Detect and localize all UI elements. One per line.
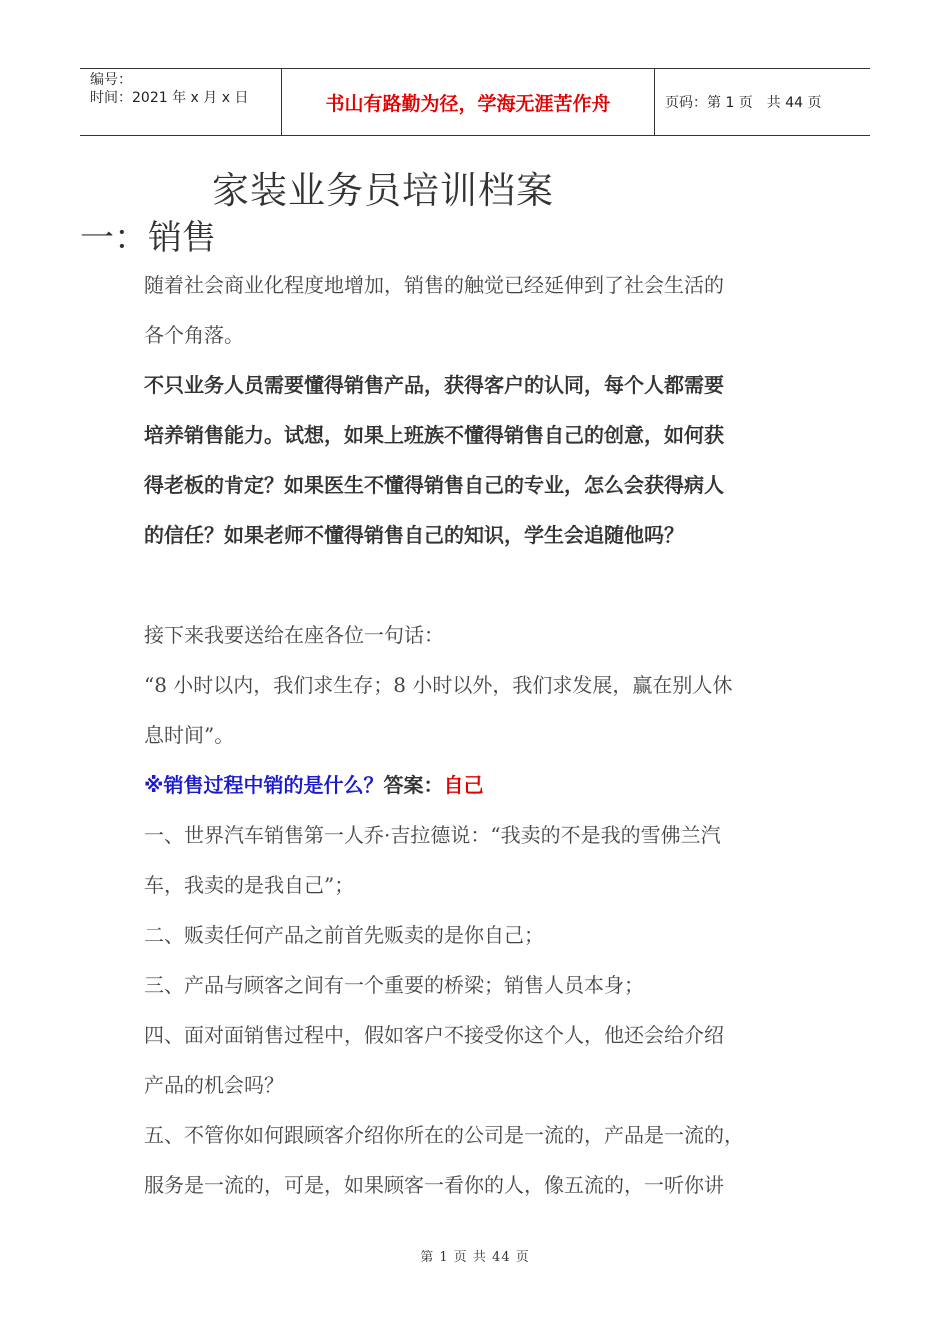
paragraph-line: 随着社会商业化程度地增加，销售的触觉已经延伸到了社会生活的 <box>144 273 724 297</box>
list-item-line: 三、产品与顾客之间有一个重要的桥梁；销售人员本身； <box>144 973 644 997</box>
list-item-line: 产品的机会吗？ <box>144 1073 284 1097</box>
list-item-line: 四、面对面销售过程中，假如客户不接受你这个人，他还会给介绍 <box>144 1023 724 1047</box>
paragraph-line: 各个角落。 <box>144 323 244 347</box>
section-heading: 一：销售 <box>80 218 216 258</box>
question-line <box>144 760 816 810</box>
quote-line: 息时间”。 <box>144 723 235 747</box>
document-header <box>80 68 870 136</box>
list-item-line: 服务是一流的，可是，如果顾客一看你的人，像五流的，一听你讲 <box>144 1173 724 1197</box>
bold-paragraph-line: 不只业务人员需要懂得销售产品，获得客户的认同，每个人都需要 <box>144 373 724 397</box>
list-item-line: 车，我卖的是我自己”； <box>144 873 355 897</box>
header-meta <box>80 69 282 135</box>
answer-label: 答案： <box>383 773 444 797</box>
blank-line <box>144 560 816 610</box>
header-page-info: 页码：第 1 页 共 44 页 <box>665 95 822 111</box>
list-item-line: 二、贩卖任何产品之前首先贩卖的是你自己； <box>144 923 544 947</box>
bold-paragraph-line: 培养销售能力。试想，如果上班族不懂得销售自己的创意，如何获 <box>144 423 724 447</box>
question-text: ※销售过程中销的是什么？ <box>144 773 384 797</box>
number-label: 编号： <box>90 72 132 88</box>
document-body <box>144 260 816 1210</box>
page-footer: 第 1 页 共 44 页 <box>420 1250 530 1265</box>
time-label: 时间：2021 年 x 月 x 日 <box>90 90 249 106</box>
answer-value: 自己 <box>443 773 484 797</box>
paragraph-line: 接下来我要送给在座各位一句话： <box>144 623 444 647</box>
list-item-line: 一、世界汽车销售第一人乔·吉拉德说：“我卖的不是我的雪佛兰汽 <box>144 823 721 847</box>
document-title: 家装业务员培训档案 <box>212 169 554 212</box>
bold-paragraph-line: 的信任？如果老师不懂得销售自己的知识，学生会追随他吗？ <box>144 523 684 547</box>
bold-paragraph-line: 得老板的肯定？如果医生不懂得销售自己的专业，怎么会获得病人 <box>144 473 724 497</box>
quote-line: “8 小时以内，我们求生存；8 小时以外，我们求发展，赢在别人休 <box>144 673 733 697</box>
list-item-line: 五、不管你如何跟顾客介绍你所在的公司是一流的，产品是一流的， <box>144 1123 744 1147</box>
header-motto: 书山有路勤为径，学海无涯苦作舟 <box>282 69 655 135</box>
